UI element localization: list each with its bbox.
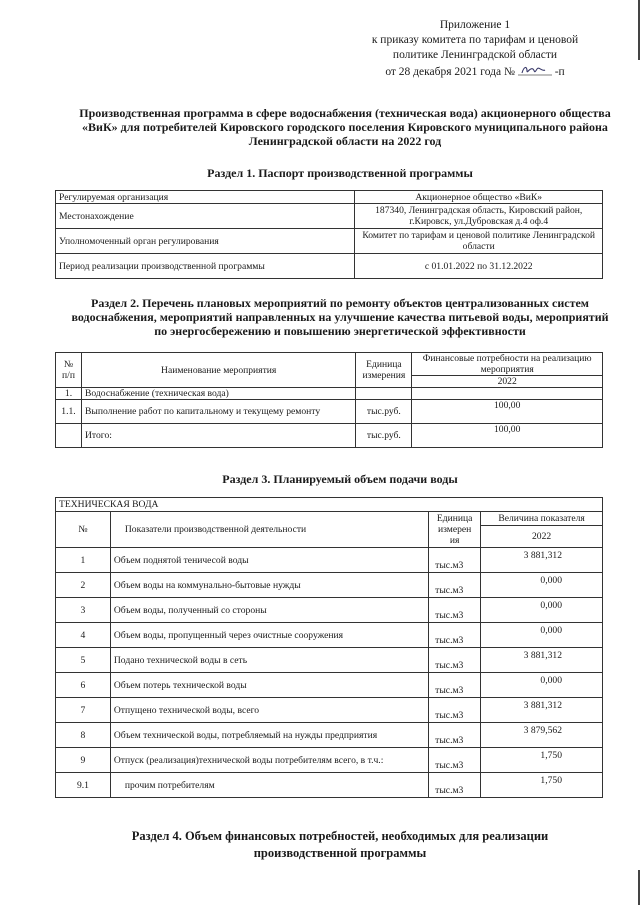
handwritten-number-signature (518, 63, 552, 75)
program-title: Производственная программа в сфере водоснабжения (техническая вода) акционерного общества «ВиК» для потребителей Кировского городского поселения Кировского муниципального района Ленинградской области на 2022 год (79, 106, 611, 148)
row-unit: тыс.м3 (429, 723, 481, 748)
row-unit: тыс.м3 (429, 598, 481, 623)
header-num: № (56, 512, 111, 548)
row-value: 0,000 (481, 623, 603, 648)
table-row (56, 573, 603, 598)
row-num: 8 (56, 723, 111, 748)
section2-title: Раздел 2. Перечень плановых мероприятий по ремонту объектов централизованных систем водоснабжения, мероприятий направленных на улучшение качества питьевой воды, мероприятий по энергосбережению и повышению энергетической эффективности (71, 296, 609, 338)
row-unit: тыс.м3 (429, 773, 481, 798)
appendix-line-2: к приказу комитета по тарифам и ценовой (371, 34, 579, 46)
header-name: Наименование мероприятия (81, 353, 355, 388)
row-value: 1,750 (481, 748, 603, 773)
row-num (56, 424, 82, 448)
header-finance: Финансовые потребности на реализацию мероприятия (412, 353, 603, 376)
row-unit: тыс.руб. (356, 424, 412, 448)
passport-label: Регулируемая организация (56, 191, 355, 204)
row-unit: тыс.м3 (429, 573, 481, 598)
table-row (56, 400, 603, 424)
header-year: 2022 (481, 526, 603, 548)
passport-label: Уполномоченный орган регулирования (56, 229, 355, 254)
row-name: Итого: (81, 424, 355, 448)
passport-label: Период реализации производственной программы (56, 254, 355, 279)
row-value: 100,00 (412, 400, 603, 424)
appendix-header (330, 18, 620, 80)
row-indicator: прочим потребителям (110, 773, 428, 798)
category-label: ТЕХНИЧЕСКАЯ ВОДА (56, 498, 603, 512)
row-num: 3 (56, 598, 111, 623)
appendix-date-line (330, 63, 620, 80)
row-num: 1 (56, 548, 111, 573)
row-indicator: Подано технической воды в сеть (110, 648, 428, 673)
row-name: Водоснабжение (техническая вода) (81, 388, 355, 400)
table-row (56, 204, 603, 229)
row-value: 0,000 (481, 673, 603, 698)
passport-value: с 01.01.2022 по 31.12.2022 (355, 254, 603, 279)
row-indicator: Объем воды на коммунально-бытовые нужды (110, 573, 428, 598)
table-row (56, 723, 603, 748)
appendix-number-suffix: -п (554, 66, 565, 78)
appendix-date: от 28 декабря 2021 года № (385, 66, 515, 78)
row-indicator: Объем технической воды, потребляемый на нужды предприятия (110, 723, 428, 748)
row-unit: тыс.м3 (429, 548, 481, 573)
table-row (56, 424, 603, 448)
row-unit (356, 388, 412, 400)
table-row (56, 254, 603, 279)
row-unit: тыс.м3 (429, 748, 481, 773)
section1-title: Раздел 1. Паспорт производственной программы (207, 166, 473, 180)
header-year: 2022 (412, 376, 603, 388)
header-value: Величина показателя (481, 512, 603, 526)
row-indicator: Отпущено технической воды, всего (110, 698, 428, 723)
table-row (56, 229, 603, 254)
row-num: 1.1. (56, 400, 82, 424)
row-value (412, 388, 603, 400)
passport-value: Акционерное общество «ВиК» (355, 191, 603, 204)
row-indicator: Объем воды, пропущенный через очистные сооружения (110, 623, 428, 648)
header-indicator: Показатели производственной деятельности (110, 512, 428, 548)
row-num: 1. (56, 388, 82, 400)
passport-value: 187340, Ленинградская область, Кировский район, г.Кировск, ул.Дубровская д.4 оф.4 (355, 204, 603, 229)
row-value: 3 881,312 (481, 648, 603, 673)
passport-table (55, 190, 603, 279)
row-value: 3 881,312 (481, 548, 603, 573)
row-value: 1,750 (481, 773, 603, 798)
table-header-row (56, 498, 603, 512)
row-indicator: Объем воды, полученный со стороны (110, 598, 428, 623)
table-row (56, 548, 603, 573)
appendix-line-1: Приложение 1 (439, 19, 511, 31)
row-value: 100,00 (412, 424, 603, 448)
row-indicator: Отпуск (реализация)технической воды потребителям всего, в т.ч.: (110, 748, 428, 773)
header-unit: Единица измерения (356, 353, 412, 388)
table-row (56, 748, 603, 773)
header-unit: Единица измерен ия (429, 512, 481, 548)
table-row (56, 673, 603, 698)
row-num: 7 (56, 698, 111, 723)
table-row (56, 648, 603, 673)
row-value: 3 881,312 (481, 698, 603, 723)
table-row (56, 698, 603, 723)
table-row (56, 623, 603, 648)
table-row (56, 191, 603, 204)
table-header-row (56, 353, 603, 376)
table-row (56, 598, 603, 623)
row-unit: тыс.м3 (429, 648, 481, 673)
row-indicator: Объем потерь технической воды (110, 673, 428, 698)
table-row (56, 388, 603, 400)
row-value: 0,000 (481, 598, 603, 623)
appendix-line-3: политике Ленинградской области (392, 49, 558, 61)
row-num: 4 (56, 623, 111, 648)
row-value: 0,000 (481, 573, 603, 598)
row-value: 3 879,562 (481, 723, 603, 748)
table-row (56, 773, 603, 798)
table-header-row (56, 512, 603, 526)
row-unit: тыс.м3 (429, 698, 481, 723)
header-num: № п/п (56, 353, 82, 388)
measures-table (55, 352, 603, 448)
section4-title: Раздел 4. Объем финансовых потребностей, необходимых для реализации производственной программы (131, 829, 549, 860)
row-num: 5 (56, 648, 111, 673)
passport-value: Комитет по тарифам и ценовой политике Ленинградской области (355, 229, 603, 254)
row-num: 9 (56, 748, 111, 773)
passport-label: Местонахождение (56, 204, 355, 229)
row-name: Выполнение работ по капитальному и текущему ремонту (81, 400, 355, 424)
row-indicator: Объем поднятой теничесой воды (110, 548, 428, 573)
section3-title: Раздел 3. Планируемый объем подачи воды (222, 472, 458, 486)
row-unit: тыс.м3 (429, 673, 481, 698)
water-volume-table (55, 497, 603, 798)
row-num: 9.1 (56, 773, 111, 798)
row-num: 6 (56, 673, 111, 698)
row-unit: тыс.м3 (429, 623, 481, 648)
row-unit: тыс.руб. (356, 400, 412, 424)
row-num: 2 (56, 573, 111, 598)
